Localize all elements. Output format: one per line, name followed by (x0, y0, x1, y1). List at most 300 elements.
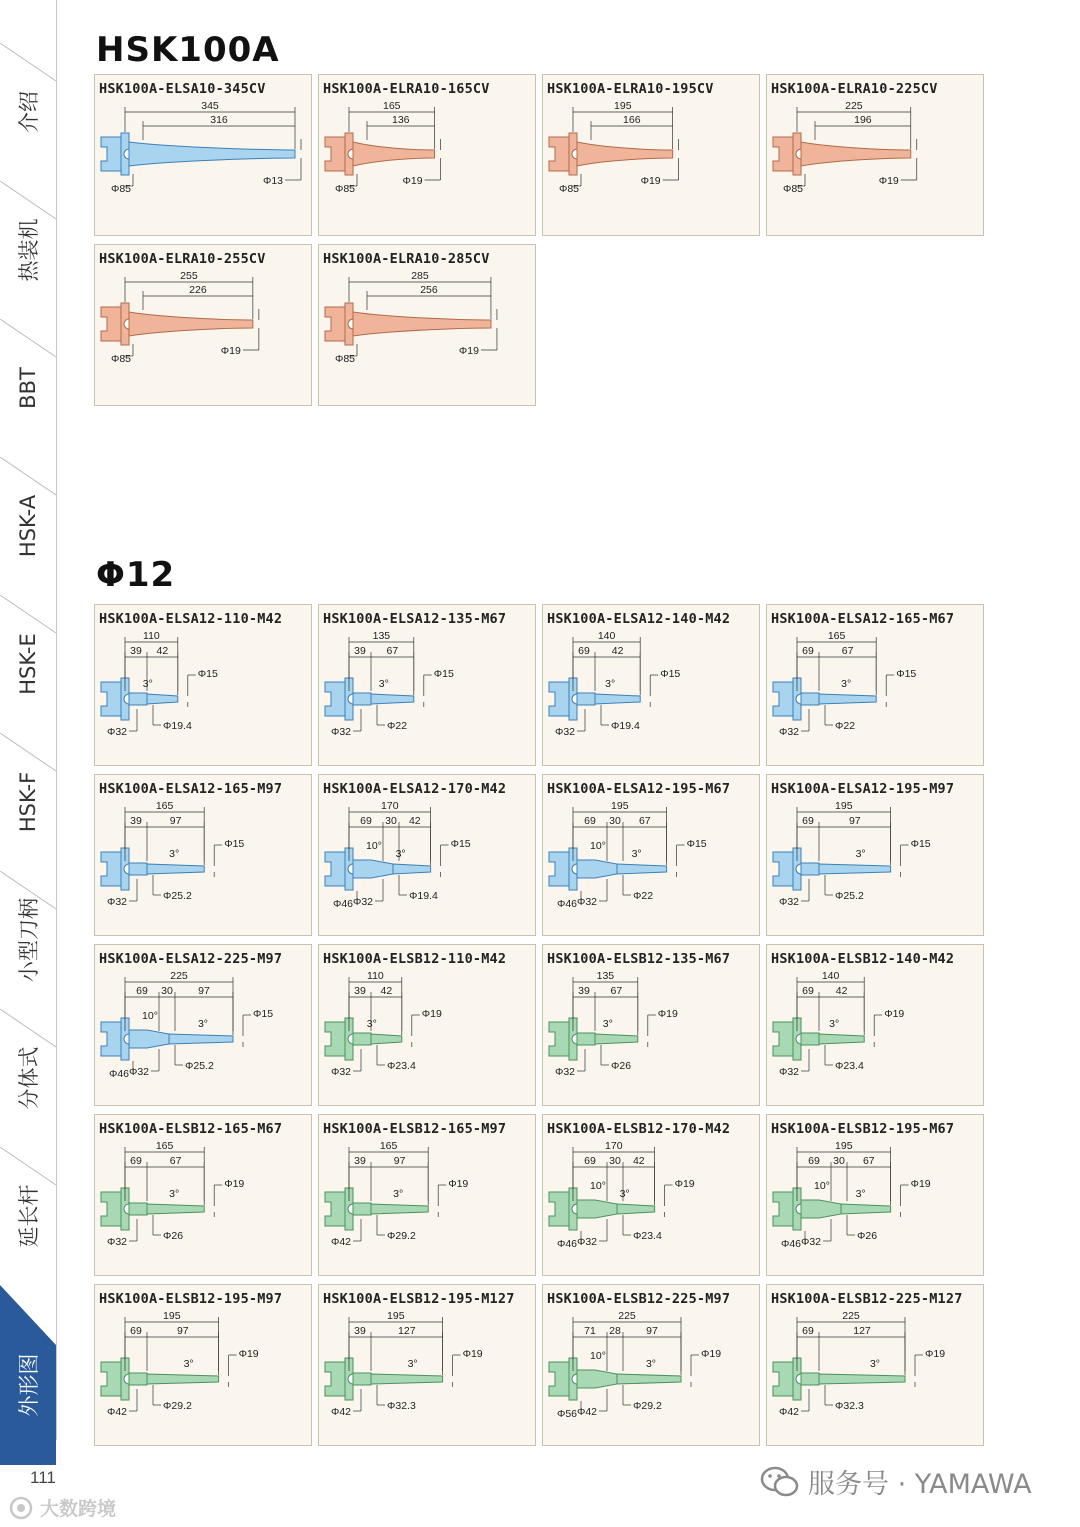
product-card (766, 604, 984, 766)
product-drawing (767, 1139, 983, 1275)
segment-length-label: 42 (156, 645, 169, 657)
tip-diameter-label: Φ13 (262, 175, 283, 187)
neck-diameter-label: Φ42 (330, 1406, 351, 1418)
neck-step (129, 1373, 147, 1385)
overall-length-label: 165 (383, 100, 401, 112)
product-card (766, 74, 984, 236)
product-drawing (543, 799, 759, 935)
neck-diameter-label: Φ32 (576, 1236, 597, 1248)
segment-length-label: 67 (386, 645, 399, 657)
tapered-body (147, 864, 204, 874)
product-drawing (767, 1309, 983, 1445)
product-drawing (543, 969, 759, 1105)
body-diameter-label: Φ29.2 (633, 1400, 662, 1412)
tool-holder-base (549, 137, 569, 171)
neck-diameter-label: Φ32 (106, 896, 127, 908)
product-model-title: HSK100A-ELRA10-255CV (99, 251, 266, 267)
overall-length-label: 140 (597, 630, 616, 642)
tapered-body (595, 1034, 638, 1044)
segment-length-label: 97 (169, 815, 182, 827)
product-card (318, 944, 536, 1106)
segment-length-label: 67 (862, 1155, 875, 1167)
overall-length-label: 140 (821, 970, 840, 982)
neck-diameter-label: Φ42 (330, 1236, 351, 1248)
base-step (577, 1200, 617, 1218)
product-model-title: HSK100A-ELSB12-195-M67 (771, 1121, 955, 1137)
neck-diameter-label: Φ32 (106, 1236, 127, 1248)
product-card (94, 604, 312, 766)
watermark-left-text: 大数跨境 (40, 1498, 117, 1520)
page-number: 111 (30, 1468, 56, 1487)
tip-diameter-label: Φ19 (421, 1008, 442, 1020)
product-card (766, 774, 984, 936)
product-drawing (319, 969, 535, 1105)
product-drawing (767, 799, 983, 935)
tip-diameter-label: Φ19 (220, 345, 241, 357)
tool-holder-base (325, 1362, 345, 1396)
body-diameter-label: Φ25.2 (835, 890, 864, 902)
overall-length-label: 285 (411, 270, 429, 282)
product-model-title: HSK100A-ELSA12-195-M67 (547, 781, 731, 797)
overall-length-label: 225 (618, 1310, 636, 1322)
body-diameter-label: Φ19.4 (409, 890, 438, 902)
tapered-body (595, 694, 640, 704)
watermark-right-text: 服务号 · YAMAWA (808, 1469, 1032, 1500)
product-model-title: HSK100A-ELSB12-225-M127 (771, 1291, 963, 1307)
taper-angle-label: 10° (366, 840, 382, 852)
product-model-title: HSK100A-ELSA12-165-M97 (99, 781, 283, 797)
tool-holder-base (101, 852, 121, 886)
product-card (542, 774, 760, 936)
body-diameter-label: Φ32.3 (835, 1400, 864, 1412)
tapered-body (371, 1034, 402, 1044)
body-diameter-label: Φ26 (163, 1230, 184, 1242)
tool-holder-base (101, 682, 121, 716)
product-drawing (319, 269, 535, 405)
segment-length-label: 67 (169, 1155, 182, 1167)
overall-length-label: 345 (201, 100, 219, 112)
segment-length-label: 39 (130, 645, 142, 657)
overall-length-label: 165 (379, 1140, 398, 1152)
tip-diameter-label: Φ19 (657, 1008, 678, 1020)
segment-length-label: 42 (632, 1155, 645, 1167)
neck-step (129, 863, 147, 875)
tapered-shank (129, 312, 253, 336)
segment-length-label: 42 (408, 815, 421, 827)
segment-length-label: 127 (398, 1325, 416, 1337)
segment-length-label: 30 (833, 1155, 845, 1167)
sidebar-tab-2[interactable] (0, 319, 56, 457)
sidebar-tab-label: 延长杆 (17, 1184, 41, 1248)
tapered-shank (129, 142, 295, 166)
product-drawing (767, 99, 983, 235)
tool-holder-base (549, 1022, 569, 1056)
product-drawing (767, 969, 983, 1105)
product-model-title: HSK100A-ELSA12-135-M67 (323, 611, 507, 627)
neck-diameter-label: Φ32 (576, 896, 597, 908)
tapered-shank (353, 312, 491, 336)
segment-length-label: 42 (380, 985, 393, 997)
tip-diameter-label: Φ19 (402, 175, 423, 187)
tool-holder-base (325, 852, 345, 886)
tip-diameter-label: Φ15 (686, 838, 707, 850)
sidebar-tab-5[interactable] (0, 733, 56, 871)
sidebar-tab-label: 热装机 (17, 218, 41, 282)
overall-length-label: 110 (143, 630, 160, 642)
shank-length-label: 196 (854, 114, 872, 126)
body-diameter-label: Φ26 (857, 1230, 878, 1242)
product-model-title: HSK100A-ELSB12-165-M67 (99, 1121, 283, 1137)
neck-step (577, 693, 595, 705)
segment-length-label: 67 (841, 645, 854, 657)
product-card (542, 1114, 760, 1276)
product-model-title: HSK100A-ELRA10-285CV (323, 251, 490, 267)
tool-holder-base (325, 137, 345, 171)
sidebar-tab-6[interactable] (0, 871, 56, 1009)
base-diameter-label: Φ46 (332, 898, 354, 910)
product-model-title: HSK100A-ELSA10-345CV (99, 81, 266, 97)
tapered-body (147, 1204, 204, 1214)
taper-angle-label: 3° (605, 678, 616, 690)
overall-length-label: 195 (835, 800, 853, 812)
segment-length-label: 69 (802, 985, 814, 997)
segment-length-label: 30 (609, 1155, 621, 1167)
taper-angle-label: 3° (631, 848, 642, 860)
segment-length-label: 97 (646, 1325, 658, 1337)
product-drawing (95, 99, 311, 235)
tapered-body (371, 1204, 428, 1214)
shank-length-label: 166 (623, 114, 641, 126)
tool-holder-base (773, 1362, 793, 1396)
neck-diameter-label: Φ32 (330, 726, 351, 738)
tip-diameter-label: Φ15 (660, 668, 681, 680)
overall-length-label: 165 (155, 800, 174, 812)
overall-length-label: 110 (367, 970, 384, 982)
overall-length-label: 195 (835, 1140, 853, 1152)
sidebar-tab-label: HSK-F (16, 771, 40, 833)
sidebar-tab-7[interactable] (0, 1009, 56, 1147)
overall-length-label: 170 (605, 1140, 623, 1152)
product-card (94, 944, 312, 1106)
body-diameter-label: Φ22 (633, 890, 654, 902)
taper-angle-label: 10° (590, 840, 606, 852)
segment-length-label: 97 (393, 1155, 406, 1167)
taper-angle-label: 3° (855, 848, 866, 860)
sidebar-tab-label: HSK-E (16, 633, 40, 695)
overall-length-label: 195 (387, 1310, 405, 1322)
overall-length-label: 255 (180, 270, 198, 282)
tool-holder-base (101, 1362, 121, 1396)
tool-holder-base (549, 1362, 569, 1396)
shank-diameter-label: Φ85 (558, 183, 579, 195)
overall-length-label: 165 (827, 630, 846, 642)
shank-diameter-label: Φ85 (334, 183, 355, 195)
tool-holder-base (773, 137, 793, 171)
product-card (542, 604, 760, 766)
taper-angle-label: 3° (645, 1358, 657, 1370)
product-model-title: HSK100A-ELSB12-225-M97 (547, 1291, 731, 1307)
neck-diameter-label: Φ32 (778, 726, 799, 738)
tip-diameter-label: Φ15 (433, 668, 454, 680)
segment-length-label: 39 (354, 985, 366, 997)
neck-step (353, 693, 371, 705)
product-drawing (95, 969, 311, 1105)
neck-diameter-label: Φ32 (778, 896, 799, 908)
segment-length-label: 39 (354, 1155, 366, 1167)
base-diameter-label: Φ56 (556, 1408, 578, 1420)
body-diameter-label: Φ19.4 (163, 720, 192, 732)
section-title-phi12: Φ12 (96, 555, 176, 595)
body-diameter-label: Φ29.2 (387, 1230, 416, 1242)
taper-angle-label: 10° (590, 1350, 606, 1362)
body-diameter-label: Φ23.4 (835, 1060, 864, 1072)
product-card (94, 244, 312, 406)
overall-length-label: 170 (381, 800, 399, 812)
product-model-title: HSK100A-ELRA10-225CV (771, 81, 938, 97)
overall-length-label: 225 (842, 1310, 860, 1322)
tip-diameter-label: Φ15 (253, 1008, 274, 1020)
base-step (801, 1200, 841, 1218)
product-drawing (319, 799, 535, 935)
base-diameter-label: Φ46 (780, 1238, 802, 1250)
tapered-body (371, 1374, 443, 1384)
body-diameter-label: Φ19.4 (611, 720, 640, 732)
product-drawing (95, 1139, 311, 1275)
neck-step (801, 1373, 819, 1385)
tip-diameter-label: Φ19 (925, 1348, 946, 1360)
taper-angle-label: 3° (619, 1188, 630, 1200)
body-diameter-label: Φ22 (387, 720, 408, 732)
product-card (94, 74, 312, 236)
tapered-body (819, 864, 891, 874)
tip-diameter-label: Φ15 (910, 838, 931, 850)
product-drawing (319, 99, 535, 235)
taper-angle-label: 3° (169, 1188, 180, 1200)
segment-length-label: 97 (848, 815, 861, 827)
segment-length-label: 69 (808, 1155, 820, 1167)
segment-length-label: 71 (584, 1325, 596, 1337)
taper-angle-label: 3° (197, 1018, 209, 1030)
tip-diameter-label: Φ19 (910, 1178, 931, 1190)
segment-length-label: 30 (609, 815, 621, 827)
neck-diameter-label: Φ32 (330, 1066, 351, 1078)
product-drawing (767, 629, 983, 765)
neck-diameter-label: Φ32 (554, 726, 575, 738)
product-card (94, 1114, 312, 1276)
tip-diameter-label: Φ15 (197, 668, 218, 680)
tapered-body (617, 1204, 655, 1214)
segment-length-label: 28 (609, 1325, 621, 1337)
product-drawing (319, 629, 535, 765)
neck-diameter-label: Φ32 (128, 1066, 149, 1078)
taper-angle-label: 3° (378, 678, 389, 690)
sidebar-tab-0[interactable] (0, 43, 56, 181)
body-diameter-label: Φ29.2 (163, 1400, 192, 1412)
tip-diameter-label: Φ19 (448, 1178, 469, 1190)
product-card (318, 1284, 536, 1446)
product-model-title: HSK100A-ELSB12-195-M127 (323, 1291, 515, 1307)
tool-holder-base (325, 1192, 345, 1226)
tool-holder-base (549, 852, 569, 886)
base-step (577, 860, 617, 878)
tool-holder-base (549, 682, 569, 716)
tool-holder-base (325, 682, 345, 716)
sidebar-tab-4[interactable] (0, 595, 56, 733)
sidebar-tab-8[interactable] (0, 1147, 56, 1285)
product-model-title: HSK100A-ELSA12-225-M97 (99, 951, 283, 967)
tapered-body (819, 1374, 905, 1384)
tip-diameter-label: Φ15 (224, 838, 245, 850)
tip-diameter-label: Φ19 (878, 175, 899, 187)
product-model-title: HSK100A-ELSB12-165-M97 (323, 1121, 507, 1137)
product-drawing (95, 799, 311, 935)
sidebar-tab-9[interactable] (0, 1285, 56, 1465)
taper-angle-label: 3° (395, 848, 406, 860)
tapered-body (819, 1034, 864, 1044)
product-card (94, 774, 312, 936)
overall-length-label: 195 (611, 800, 629, 812)
neck-step (129, 1203, 147, 1215)
sidebar-tab-label: BBT (16, 367, 40, 409)
segment-length-label: 30 (385, 815, 397, 827)
tapered-shank (801, 142, 911, 166)
overall-length-label: 195 (163, 1310, 181, 1322)
neck-diameter-label: Φ42 (576, 1406, 597, 1418)
overall-length-label: 195 (614, 100, 632, 112)
taper-angle-label: 3° (829, 1018, 840, 1030)
segment-length-label: 69 (584, 815, 596, 827)
neck-step (353, 1203, 371, 1215)
tool-holder-base (549, 1192, 569, 1226)
tapered-body (169, 1034, 233, 1044)
section-title-hsk100a: HSK100A (96, 30, 280, 70)
taper-angle-label: 3° (142, 678, 153, 690)
tip-diameter-label: Φ19 (674, 1178, 695, 1190)
tip-diameter-label: Φ19 (884, 1008, 905, 1020)
neck-diameter-label: Φ42 (778, 1406, 799, 1418)
tapered-shank (577, 142, 673, 166)
segment-length-label: 67 (610, 985, 623, 997)
tool-holder-base (325, 1022, 345, 1056)
overall-length-label: 165 (155, 1140, 174, 1152)
tapered-body (841, 1204, 891, 1214)
sidebar-tab-label: HSK-A (16, 494, 40, 558)
tapered-body (147, 1374, 219, 1384)
product-card (542, 944, 760, 1106)
product-card (318, 1114, 536, 1276)
taper-angle-label: 3° (366, 1018, 377, 1030)
tapered-body (617, 864, 667, 874)
shank-length-label: 136 (392, 114, 410, 126)
shank-diameter-label: Φ85 (782, 183, 803, 195)
neck-step (577, 1033, 595, 1045)
tapered-body (393, 864, 431, 874)
product-card (542, 1284, 760, 1446)
product-drawing (95, 1309, 311, 1445)
base-diameter-label: Φ46 (108, 1068, 130, 1080)
product-card (766, 944, 984, 1106)
product-card (542, 74, 760, 236)
tapered-body (147, 694, 178, 704)
body-diameter-label: Φ26 (611, 1060, 632, 1072)
segment-length-label: 67 (638, 815, 651, 827)
taper-angle-label: 10° (814, 1180, 830, 1192)
body-diameter-label: Φ25.2 (185, 1060, 214, 1072)
base-step (577, 1370, 617, 1388)
segment-length-label: 69 (360, 815, 372, 827)
overall-length-label: 135 (372, 630, 391, 642)
product-model-title: HSK100A-ELSB12-140-M42 (771, 951, 955, 967)
taper-angle-label: 3° (869, 1358, 881, 1370)
product-model-title: HSK100A-ELSB12-135-M67 (547, 951, 731, 967)
sidebar-nav (0, 0, 57, 1440)
body-diameter-label: Φ32.3 (387, 1400, 416, 1412)
product-model-title: HSK100A-ELSA12-170-M42 (323, 781, 507, 797)
product-card (766, 1284, 984, 1446)
product-drawing (543, 1309, 759, 1445)
segment-length-label: 69 (130, 1155, 142, 1167)
tool-holder-base (101, 307, 121, 341)
product-drawing (543, 629, 759, 765)
overall-length-label: 225 (170, 970, 188, 982)
sidebar-tab-1[interactable] (0, 181, 56, 319)
taper-angle-label: 3° (855, 1188, 866, 1200)
segment-length-label: 127 (853, 1325, 871, 1337)
product-model-title: HSK100A-ELSB12-170-M42 (547, 1121, 731, 1137)
product-model-title: HSK100A-ELSB12-195-M97 (99, 1291, 283, 1307)
segment-length-label: 69 (802, 645, 814, 657)
taper-angle-label: 3° (393, 1188, 404, 1200)
neck-diameter-label: Φ32 (800, 1236, 821, 1248)
tool-holder-base (773, 1192, 793, 1226)
product-model-title: HSK100A-ELSB12-110-M42 (323, 951, 507, 967)
segment-length-label: 69 (578, 645, 590, 657)
product-model-title: HSK100A-ELSA12-165-M67 (771, 611, 955, 627)
sidebar-tab-label: 分体式 (17, 1046, 41, 1110)
body-diameter-label: Φ22 (835, 720, 856, 732)
body-diameter-label: Φ25.2 (163, 890, 192, 902)
product-model-title: HSK100A-ELSA12-140-M42 (547, 611, 731, 627)
shank-diameter-label: Φ85 (334, 353, 355, 365)
tip-diameter-label: Φ19 (458, 345, 479, 357)
sidebar-tab-3[interactable] (0, 457, 56, 595)
segment-length-label: 39 (354, 1325, 366, 1337)
segment-length-label: 42 (611, 645, 624, 657)
tip-diameter-label: Φ19 (462, 1348, 483, 1360)
segment-length-label: 97 (198, 985, 210, 997)
neck-step (129, 693, 147, 705)
segment-length-label: 39 (130, 815, 142, 827)
neck-diameter-label: Φ32 (352, 896, 373, 908)
neck-step (801, 1033, 819, 1045)
wechat-watermark (760, 1462, 1032, 1501)
segment-length-label: 69 (584, 1155, 596, 1167)
tool-holder-base (325, 307, 345, 341)
tool-holder-base (101, 137, 121, 171)
sidebar-tab-label: 外形图 (17, 1353, 41, 1417)
segment-length-label: 69 (802, 815, 814, 827)
tip-diameter-label: Φ19 (238, 1348, 259, 1360)
product-drawing (543, 1139, 759, 1275)
sidebar-tab-label: 小型刀柄 (17, 898, 41, 982)
taper-angle-label: 3° (602, 1018, 613, 1030)
taper-angle-label: 3° (169, 848, 180, 860)
segment-length-label: 69 (136, 985, 148, 997)
neck-diameter-label: Φ32 (106, 726, 127, 738)
neck-step (801, 693, 819, 705)
body-diameter-label: Φ23.4 (633, 1230, 662, 1242)
product-drawing (543, 99, 759, 235)
